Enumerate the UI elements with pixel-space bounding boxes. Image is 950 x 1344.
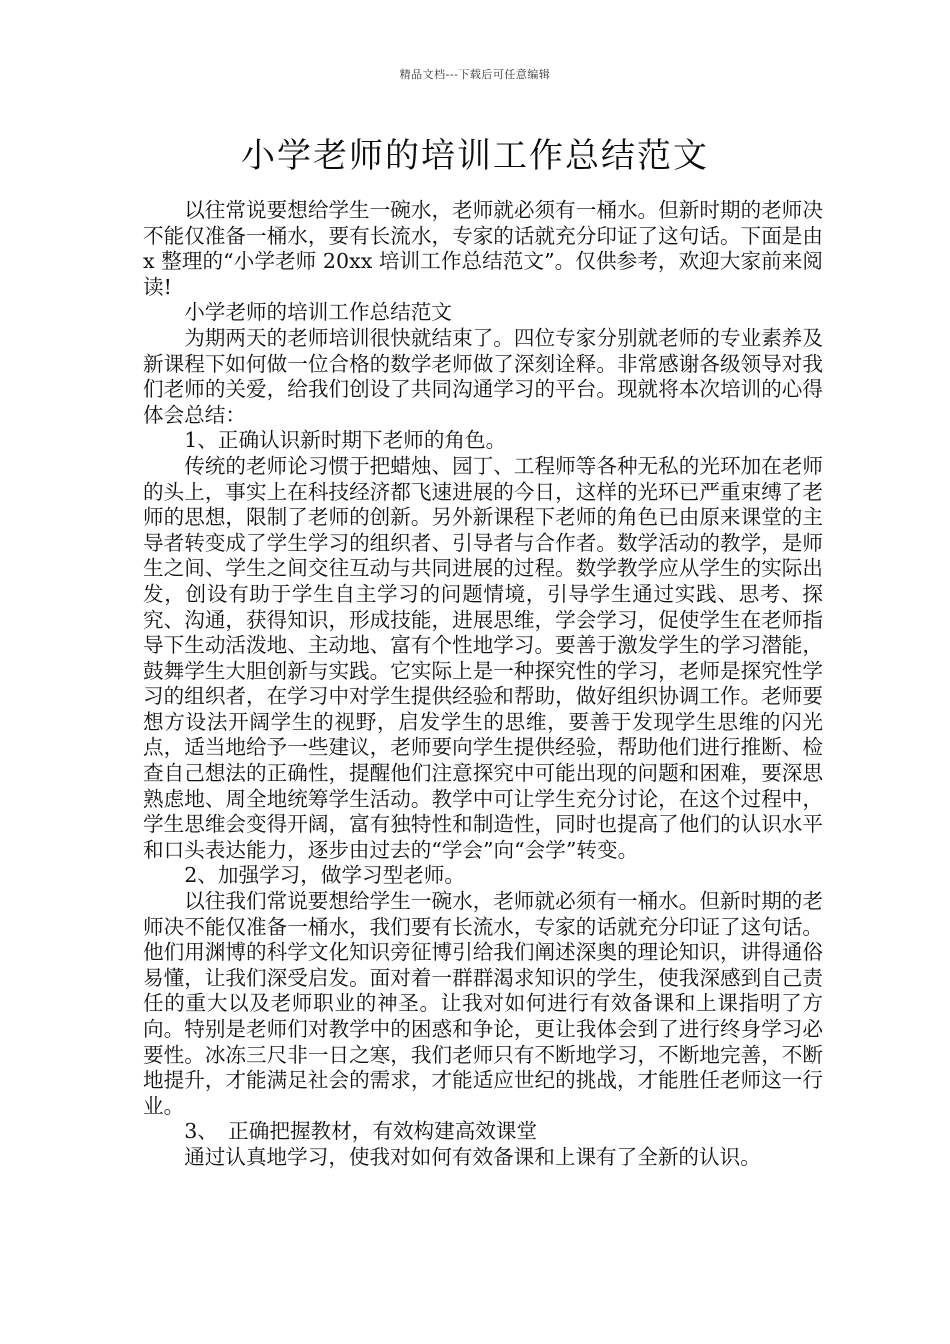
section-heading-1: 1、正确认识新时期下老师的角色。 — [184, 428, 507, 453]
section-body-2: 以往我们常说要想给学生一碗水，老师就必须有一桶水。但新时期的老师决不能仅准备一桶水，我们要有长流水，专家的话就充分印证了这句话。他们用渊博的科学文化知识旁征博引给我们阐述深奥的理论知识，讲得通俗易懂，让我们深受启发。面对着一群群渴求知识的学生，使我深感到自己责任的重大以及老师职业的神圣。让我对如何进行有效备课和上课指明了方向。特别是老师们对教学中的困惑和争论，更让我体会到了进行终身学习必要性。冰冻三尺非一日之寒，我们老师只有不断地学习，不断地完善，不断地提升，才能满足社会的需求，才能适应世纪的挑战，才能胜任老师这一行业。 — [143, 889, 823, 1118]
document-title: 小学老师的培训工作总结范文 — [241, 136, 709, 176]
section-heading-3: 3、 正确把握教材，有效构建高效课堂 — [184, 1119, 538, 1144]
subtitle-paragraph: 小学老师的培训工作总结范文 — [184, 300, 452, 325]
section-body-3: 通过认真地学习，使我对如何有效备课和上课有了全新的认识。 — [184, 1144, 761, 1169]
intro-paragraph: 以往常说要想给学生一碗水，老师就必须有一桶水。但新时期的老师决不能仅准备一桶水，要有长流水，专家的话就充分印证了这句话。下面是由 x 整理的“小学老师 20xx 培训工作总结范文”。仅供参考，欢迎大家前来阅读! — [143, 198, 823, 299]
opening-paragraph: 为期两天的老师培训很快就结束了。四位专家分别就老师的专业素养及新课程下如何做一位合格的数学老师做了深刻诠释。非常感谢各级领导对我们老师的关爱，给我们创设了共同沟通学习的平台。现就将本次培训的心得体会总结： — [143, 325, 823, 427]
section-body-1: 传统的老师论习惯于把蜡烛、园丁、工程师等各种无私的光环加在老师的头上，事实上在科技经济都飞速进展的今日，这样的光环已严重束缚了老师的思想，限制了老师的创新。另外新课程下老师的角色已由原来课堂的主导者转变成了学生学习的组织者、引导者与合作者。数学活动的教学，是师生之间、学生之间交往互动与共同进展的过程。数学教学应从学生的实际出发，创设有助于学生自主学习的问题情境，引导学生通过实践、思考、探究、沟通，获得知识，形成技能，进展思维，学会学习，促使学生在老师指导下生动活泼地、主动地、富有个性地学习。要善于激发学生的学习潜能，鼓舞学生大胆创新与实践。它实际上是一种探究性的学习，老师是探究性学习的组织者，在学习中对学生提供经验和帮助，做好组织协调工作。老师要想方设法开阔学生的视野，启发学生的思维，要善于发现学生思维的闪光点，适当地给予一些建议，老师要向学生提供经验，帮助他们进行推断、检查自己想法的正确性，提醒他们注意探究中可能出现的问题和困难，要深思熟虑地、周全地统筹学生活动。教学中可让学生充分讨论，在这个过程中，学生思维会变得开阔，富有独特性和制造性，同时也提高了他们的认识水平和口头表达能力，逐步由过去的“学会”向“会学”转变。 — [143, 453, 823, 862]
page-header-note: 精品文档---下载后可任意编辑 — [399, 68, 551, 81]
document-body — [143, 198, 823, 1171]
section-heading-2: 2、加强学习，做学习型老师。 — [184, 863, 466, 888]
